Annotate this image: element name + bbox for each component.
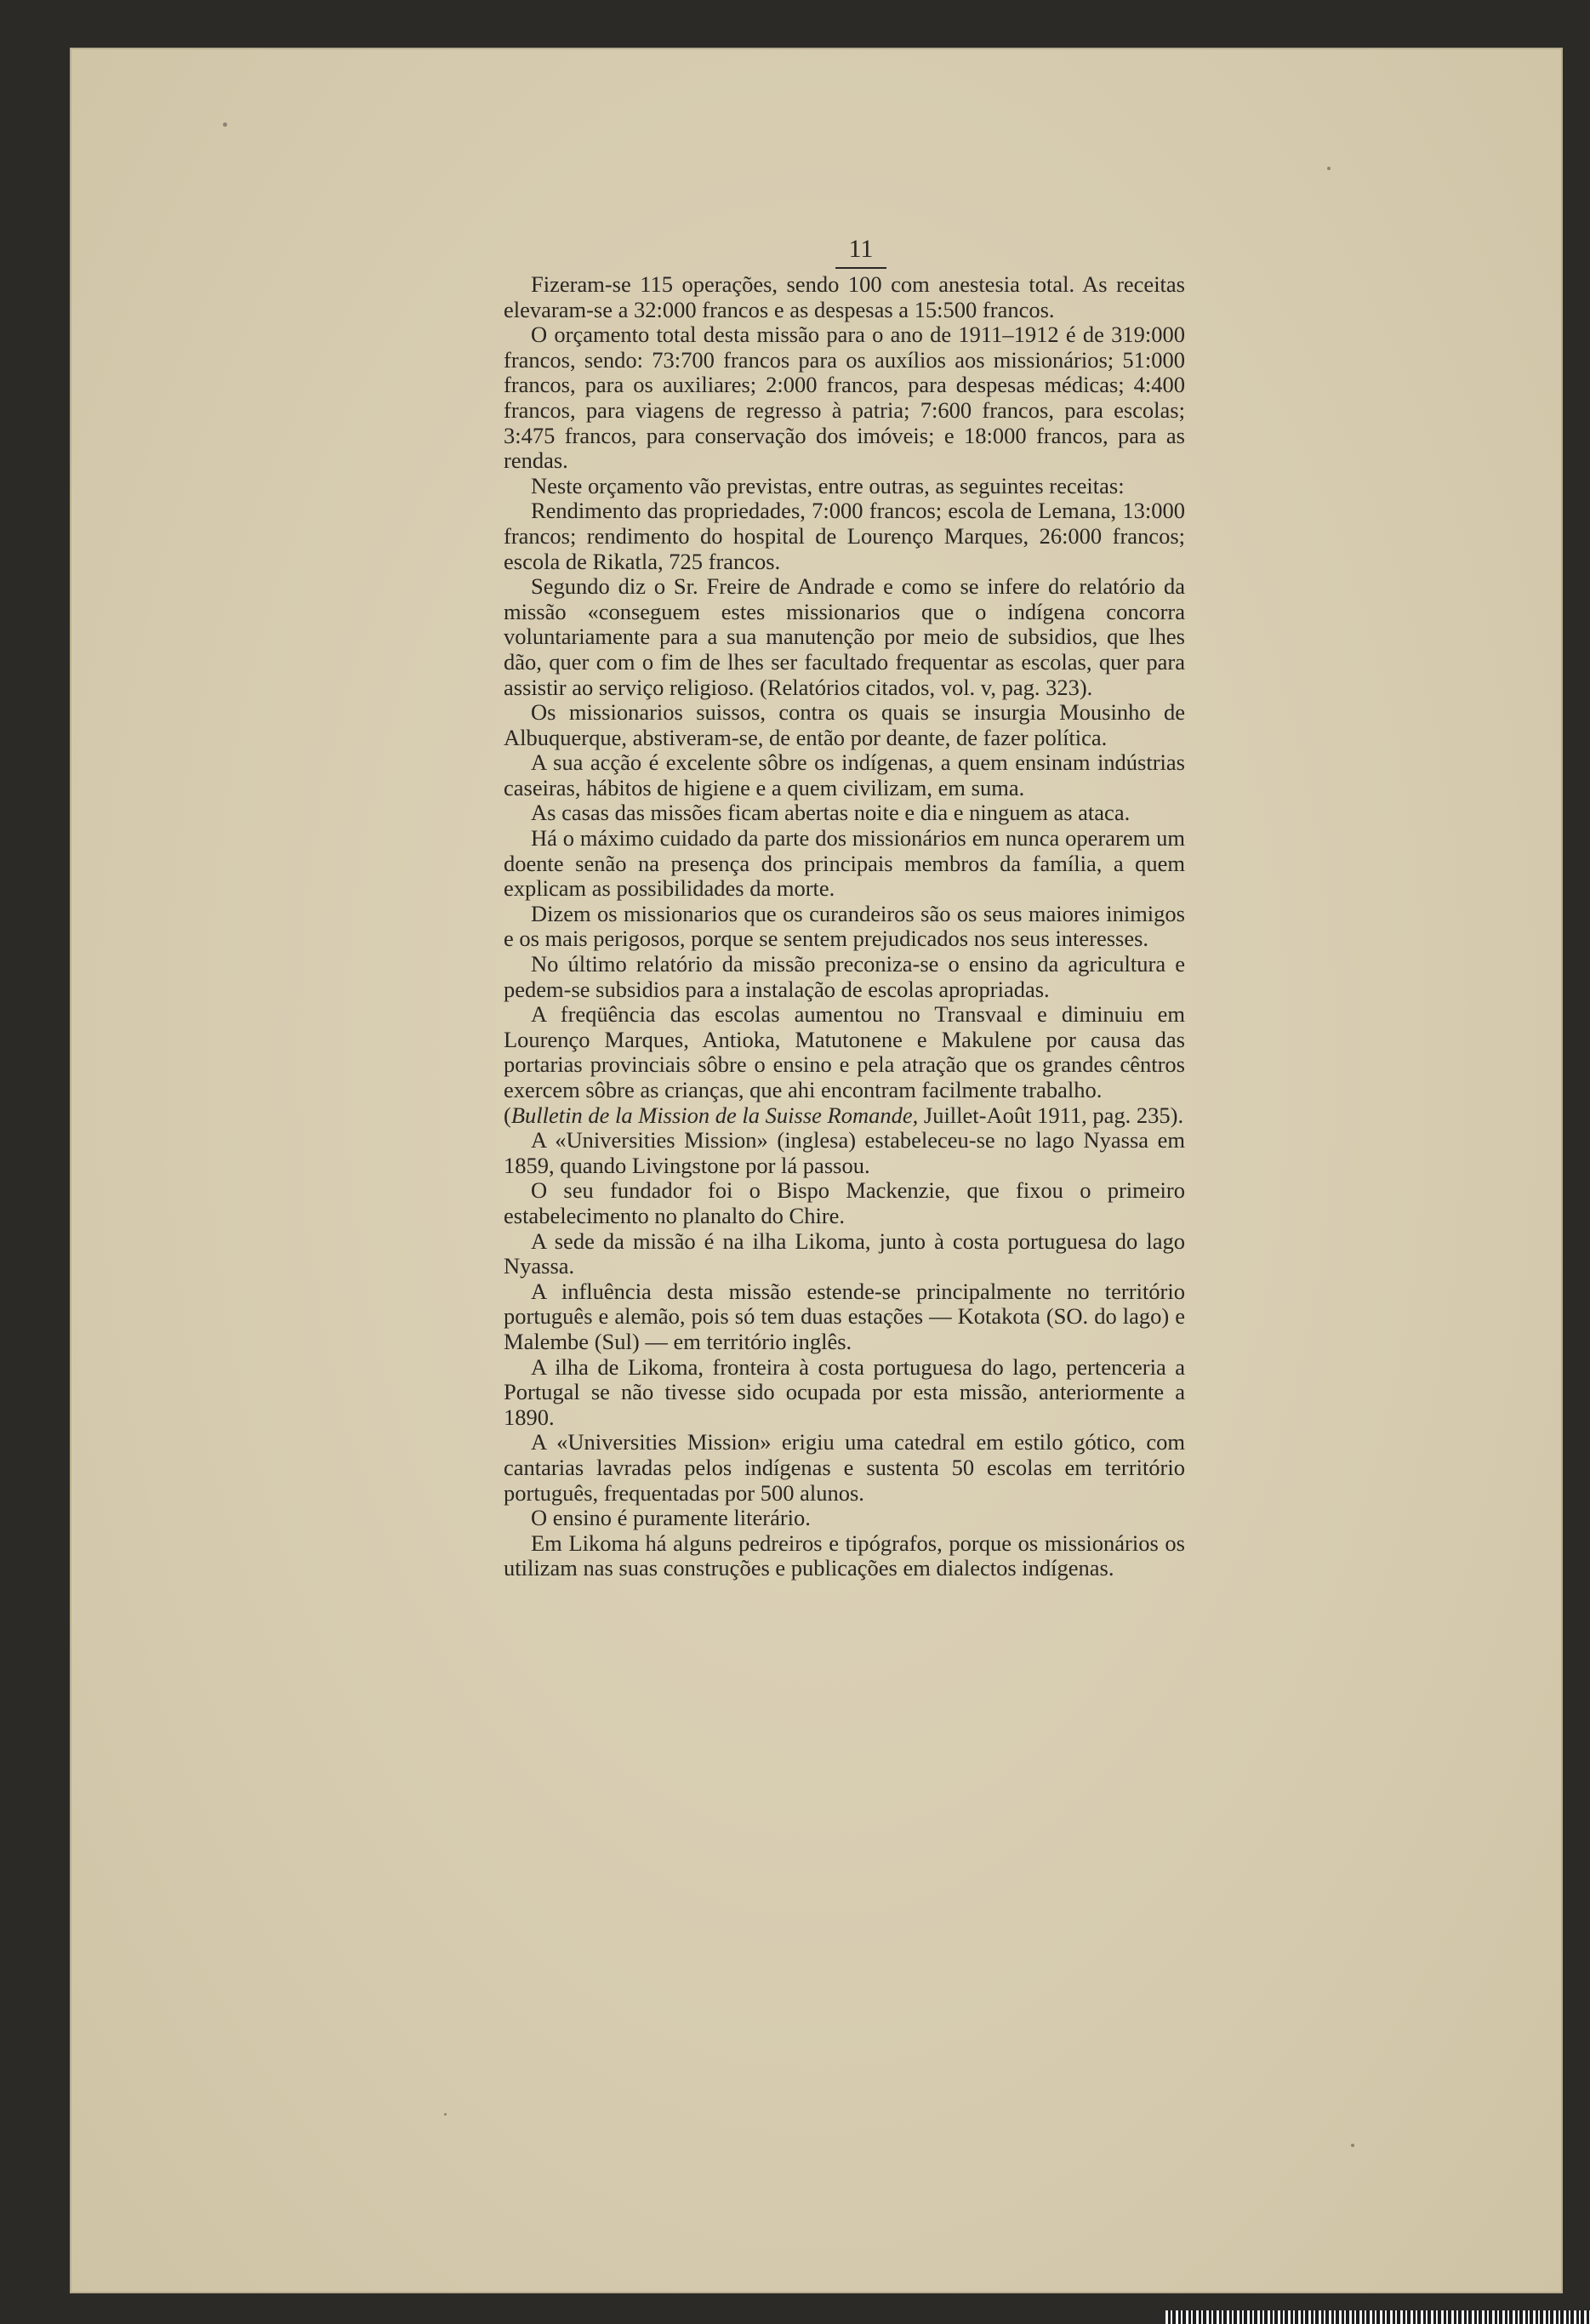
paragraph: Rendimento das propriedades, 7:000 francos; escola de Lemana, 13:000 francos; rendimento do hospital de Lourenço Marques, 26:000 francos; escola de Rikatla, 725 francos. (504, 498, 1185, 574)
citation-title: Bulletin de la Mission de la Suisse Romande, (510, 1102, 919, 1128)
citation-rest: Juillet-Août 1911, pag. 235). (918, 1102, 1184, 1128)
paragraph: Os missionarios suissos, contra os quais se insurgia Mousinho de Albuquerque, abstiveram-se, de então por deante, de fazer política. (504, 699, 1185, 750)
paragraph: A sede da missão é na ilha Likoma, junto à costa portuguesa do lago Nyassa. (504, 1228, 1185, 1279)
paper-speck (444, 2113, 447, 2116)
citation (504, 1103, 1185, 1129)
paragraph: Dizem os missionarios que os curandeiros são os seus maiores inimigos e os mais perigosos, porque se sentem prejudicados nos seus interesses. (504, 900, 1185, 952)
page-number: 11 (848, 235, 874, 263)
paragraph: A influência desta missão estende-se principalmente no território português e alemão, pois só tem duas estações — Kotakota (SO. do lago) e Malembe (Sul) — em território inglês. (504, 1278, 1185, 1354)
paper-speck (223, 122, 227, 127)
paragraph: Segundo diz o Sr. Freire de Andrade e como se infere do relatório da missão «conseguem estes missionarios que o indígena concorra voluntariamente para a sua manutenção por meio de subsidios, que lhes dão, quer com o fim de lhes ser facultado frequentar as escolas, quer para assistir ao serviço religioso. (Relatórios citados, vol. v, pag. 323). (504, 573, 1185, 700)
paragraph: O seu fundador foi o Bispo Mackenzie, que fixou o primeiro estabelecimento no planalto do Chire. (504, 1177, 1185, 1228)
body-text (504, 272, 1185, 1581)
paragraph: No último relatório da missão preconiza-se o ensino da agricultura e pedem-se subsidios para a instalação de escolas apropriadas. (504, 951, 1185, 1002)
paragraph: As casas das missões ficam abertas noite e dia e ninguem as ataca. (531, 800, 1131, 826)
paragraph: O orçamento total desta missão para o ano de 1911–1912 é de 319:000 francos, sendo: 73:700 francos para os auxílios aos missionários; 51:000 francos, para os auxiliares; 2:000 francos, para despesas médicas; 4:400 francos, para viagens de regresso à patria; 7:600 francos, para escolas; 3:475 francos, para conservação dos imóveis; e 18:000 francos, para as rendas. (504, 322, 1185, 474)
paragraph: Em Likoma há alguns pedreiros e tipógrafos, porque os missionários os utilizam nas suas construções e publicações em dialectos indígenas. (504, 1529, 1185, 1581)
paragraph: A ilha de Likoma, fronteira à costa portuguesa do lago, pertenceria a Portugal se não tivesse sido ocupada por esta missão, anteriormente a 1890. (504, 1353, 1185, 1430)
paragraph: Há o máximo cuidado da parte dos missionários em nunca operarem um doente senão na presença dos principais membros da família, a quem explicam as possibilidades da morte. (504, 825, 1185, 902)
paragraph: A «Universities Mission» erigiu uma catedral em estilo gótico, com cantarias lavradas pelos indígenas e sustenta 50 escolas em território português, frequentadas por 500 alunos. (504, 1429, 1185, 1506)
paragraph: A sua acção é excelente sôbre os indígenas, a quem ensinam indústrias caseiras, hábitos de higiene e a quem civilizam, em suma. (504, 749, 1185, 800)
document-page (70, 48, 1563, 2293)
paragraph: A freqüência das escolas aumentou no Transvaal e diminuiu em Lourenço Marques, Antioka, Matutonene e Makulene por causa das portarias provinciais sôbre o ensino e pela atração que os grandes cêntros exercem sôbre as crianças, que ahi encontram facilmente trabalho. (504, 1001, 1185, 1102)
paragraph: O ensino é puramente literário. (531, 1505, 811, 1531)
paragraph: Fizeram-se 115 operações, sendo 100 com anestesia total. As receitas elevaram-se a 32:000 francos e as despesas a 15:500 francos. (504, 271, 1185, 322)
page-number-rule (835, 267, 886, 269)
paper-speck (1327, 167, 1331, 170)
citation-open: ( (504, 1102, 511, 1128)
scan-calibration-strip (1165, 2310, 1590, 2324)
paragraph: A «Universities Mission» (inglesa) estabeleceu-se no lago Nyassa em 1859, quando Livingstone por lá passou. (504, 1127, 1185, 1178)
paper-speck (1351, 2144, 1354, 2147)
paragraph: Neste orçamento vão previstas, entre outras, as seguintes receitas: (531, 472, 1125, 498)
